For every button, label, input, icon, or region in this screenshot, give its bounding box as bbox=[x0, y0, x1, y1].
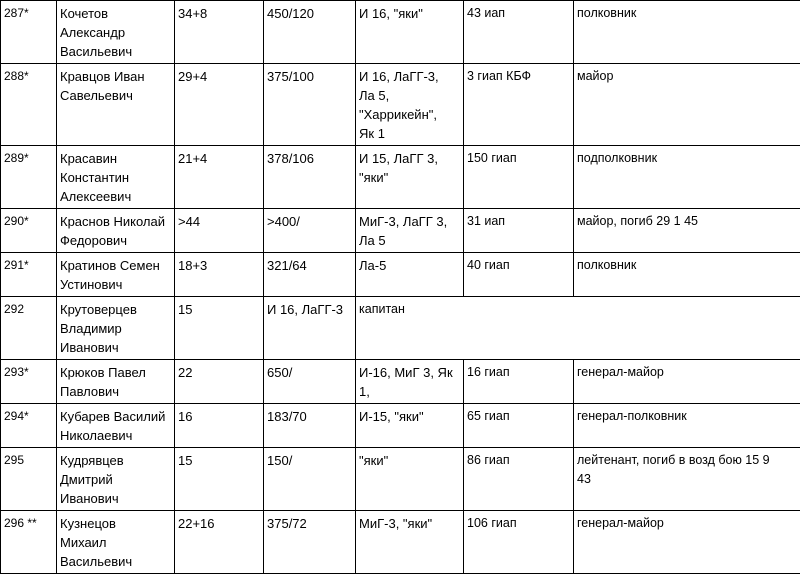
unit-cell: 43 иап bbox=[464, 1, 574, 64]
unit-cell: 65 гиап bbox=[464, 404, 574, 448]
pilot-name-cell: Кудрявцев Дмитрий Иванович bbox=[57, 448, 175, 511]
rank-cell: майор, погиб 29 1 45 bbox=[574, 209, 800, 253]
unit-cell: 3 гиап КБФ bbox=[464, 64, 574, 146]
table-row bbox=[1, 297, 800, 360]
rank-cell: подполковник bbox=[574, 146, 800, 209]
pilot-name-cell: Краснов Николай Федорович bbox=[57, 209, 175, 253]
rank-cell: генерал-полковник bbox=[574, 404, 800, 448]
pilot-name-cell: Крюков Павел Павлович bbox=[57, 360, 175, 404]
row-number-cell: 290* bbox=[1, 209, 57, 253]
aircraft-cell: И 15, ЛаГГ 3, "яки" bbox=[356, 146, 464, 209]
sorties-cell: 450/120 bbox=[264, 1, 356, 64]
row-number-cell: 293* bbox=[1, 360, 57, 404]
rank-cell: генерал-майор bbox=[574, 360, 800, 404]
pilot-name-cell: Красавин Константин Алексеевич bbox=[57, 146, 175, 209]
sorties-cell: И 16, ЛаГГ-3 bbox=[264, 297, 356, 360]
victories-cell: 22 bbox=[175, 360, 264, 404]
table-row bbox=[1, 64, 800, 146]
victories-cell: 15 bbox=[175, 297, 264, 360]
table-row bbox=[1, 448, 800, 511]
aircraft-cell: И-15, "яки" bbox=[356, 404, 464, 448]
aircraft-cell: И 16, ЛаГГ-3, Ла 5, "Харрикейн", Як 1 bbox=[356, 64, 464, 146]
table-row bbox=[1, 404, 800, 448]
row-number-cell: 289* bbox=[1, 146, 57, 209]
table-row bbox=[1, 209, 800, 253]
sorties-cell: 378/106 bbox=[264, 146, 356, 209]
victories-cell: 21+4 bbox=[175, 146, 264, 209]
victories-cell: 16 bbox=[175, 404, 264, 448]
aircraft-cell: Ла-5 bbox=[356, 253, 464, 297]
table-row bbox=[1, 360, 800, 404]
pilot-name-cell: Кузнецов Михаил Васильевич bbox=[57, 511, 175, 574]
rank-cell: полковник bbox=[574, 253, 800, 297]
sorties-cell: 183/70 bbox=[264, 404, 356, 448]
row-number-cell: 292 bbox=[1, 297, 57, 360]
unit-cell: 40 гиап bbox=[464, 253, 574, 297]
row-number-cell: 295 bbox=[1, 448, 57, 511]
rank-cell: генерал-майор bbox=[574, 511, 800, 574]
sorties-cell: 321/64 bbox=[264, 253, 356, 297]
rank-cell: лейтенант, погиб в возд бою 15 9 43 bbox=[574, 448, 800, 511]
victories-cell: 15 bbox=[175, 448, 264, 511]
sorties-cell: >400/ bbox=[264, 209, 356, 253]
rank-cell: полковник bbox=[574, 1, 800, 64]
pilot-name-cell: Кратинов Семен Устинович bbox=[57, 253, 175, 297]
victories-cell: >44 bbox=[175, 209, 264, 253]
aircraft-cell: МиГ-3, ЛаГГ 3, Ла 5 bbox=[356, 209, 464, 253]
sorties-cell: 375/72 bbox=[264, 511, 356, 574]
aircraft-cell: "яки" bbox=[356, 448, 464, 511]
row-number-cell: 287* bbox=[1, 1, 57, 64]
unit-cell: 106 гиап bbox=[464, 511, 574, 574]
row-number-cell: 288* bbox=[1, 64, 57, 146]
pilot-name-cell: Кубарев Василий Николаевич bbox=[57, 404, 175, 448]
unit-cell: 150 гиап bbox=[464, 146, 574, 209]
rank-cell: майор bbox=[574, 64, 800, 146]
pilot-name-cell: Крутоверцев Владимир Иванович bbox=[57, 297, 175, 360]
sorties-cell: 650/ bbox=[264, 360, 356, 404]
victories-cell: 22+16 bbox=[175, 511, 264, 574]
victories-cell: 29+4 bbox=[175, 64, 264, 146]
table-row bbox=[1, 253, 800, 297]
unit-cell: 86 гиап bbox=[464, 448, 574, 511]
unit-cell: 16 гиап bbox=[464, 360, 574, 404]
row-number-cell: 291* bbox=[1, 253, 57, 297]
unit-cell: 31 иап bbox=[464, 209, 574, 253]
table-row bbox=[1, 511, 800, 574]
row-number-cell: 294* bbox=[1, 404, 57, 448]
sorties-cell: 150/ bbox=[264, 448, 356, 511]
table-row bbox=[1, 146, 800, 209]
aircraft-rank-merged-cell: капитан bbox=[356, 297, 800, 360]
table-row bbox=[1, 1, 800, 64]
pilot-name-cell: Кравцов Иван Савельевич bbox=[57, 64, 175, 146]
victories-cell: 34+8 bbox=[175, 1, 264, 64]
sorties-cell: 375/100 bbox=[264, 64, 356, 146]
aircraft-cell: МиГ-3, "яки" bbox=[356, 511, 464, 574]
row-number-cell: 296 ** bbox=[1, 511, 57, 574]
pilot-name-cell: Кочетов Александр Васильевич bbox=[57, 1, 175, 64]
aircraft-cell: И-16, МиГ 3, Як 1, bbox=[356, 360, 464, 404]
aircraft-cell: И 16, "яки" bbox=[356, 1, 464, 64]
victories-cell: 18+3 bbox=[175, 253, 264, 297]
